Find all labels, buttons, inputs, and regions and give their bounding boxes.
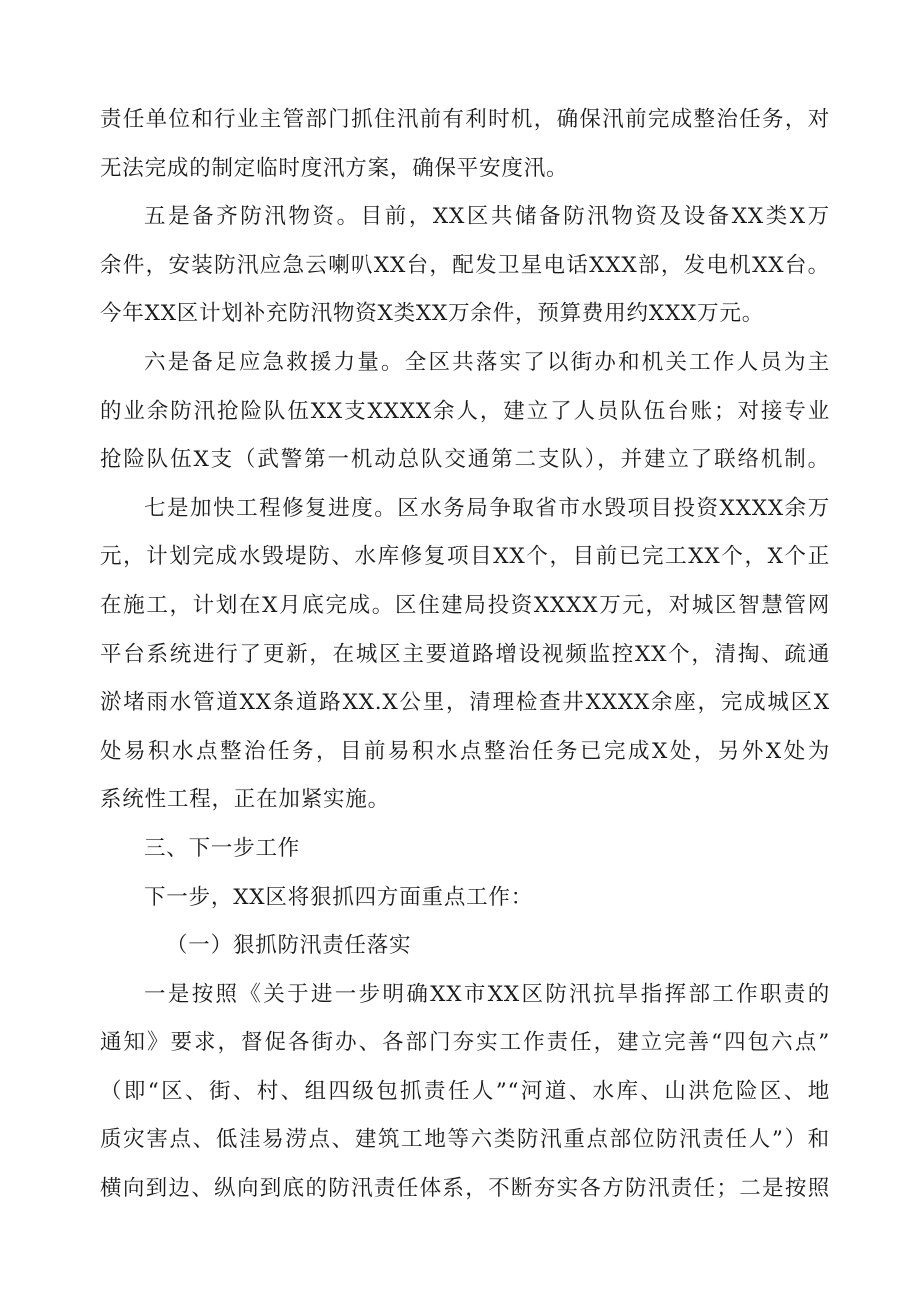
paragraph-line: 在施工，计划在X月底完成。区住建局投资XXXX万元，对城区智慧管网 [100, 592, 830, 618]
paragraph-line: 责任单位和行业主管部门抓住汛前有利时机，确保汛前完成整治任务，对 [100, 107, 830, 132]
section-heading: 三、下一步工作 [144, 835, 301, 861]
paragraph-line: 元，计划完成水毁堤防、水库修复项目XX个，目前已完工XX个，X个正 [100, 544, 830, 570]
paragraph-line: 淤堵雨水管道XX条道路XX.X公里，清理检查井XXXX余座，完成城区X [100, 690, 830, 716]
paragraph-line: 五是备齐防汛物资。目前，XX区共储备防汛物资及设备XX类X万 [144, 204, 830, 230]
paragraph-line: 抢险队伍X支（武警第一机动总队交通第二支队），并建立了联络机制。 [100, 447, 830, 473]
paragraph-line: （即“区、街、村、组四级包抓责任人”“河道、水库、山洪危险区、地 [100, 1078, 830, 1104]
paragraph-line: 处易积水点整治任务，目前易积水点整治任务已完成X处，另外X处为 [100, 738, 830, 764]
paragraph-line: 一是按照《关于进一步明确XX市XX区防汛抗旱指挥部工作职责的 [144, 981, 830, 1007]
paragraph-line: 七是加快工程修复进度。区水务局争取省市水毁项目投资XXXX余万 [144, 495, 830, 521]
paragraph-line: 六是备足应急救援力量。全区共落实了以街办和机关工作人员为主 [144, 349, 830, 375]
paragraph-line: 质灾害点、低洼易涝点、建筑工地等六类防汛重点部位防汛责任人”）和 [100, 1127, 830, 1153]
subsection-heading: （一）狠抓防汛责任落实 [166, 933, 412, 959]
paragraph-line: 下一步，XX区将狠抓四方面重点工作： [144, 884, 534, 910]
paragraph-line: 余件，安装防汛应急云喇叭XX台，配发卫星电话XXX部，发电机XX台。 [100, 252, 830, 278]
paragraph-line: 无法完成的制定临时度汛方案，确保平安度汛。 [100, 155, 569, 181]
paragraph-line: 平台系统进行了更新，在城区主要道路增设视频监控XX个，清掏、疏通 [100, 641, 830, 667]
paragraph-line: 横向到边、纵向到底的防汛责任体系，不断夯实各方防汛责任；二是按照 [100, 1176, 830, 1202]
paragraph-line: 通知》要求，督促各街办、各部门夯实工作责任，建立完善“四包六点” [100, 1030, 830, 1056]
document-body [100, 96, 830, 1214]
paragraph-line: 系统性工程，正在加紧实施。 [100, 787, 390, 813]
paragraph-line: 的业余防汛抢险队伍XX支XXXX余人，建立了人员队伍台账；对接专业 [100, 398, 830, 424]
paragraph-line: 今年XX区计划补充防汛物资X类XX万余件，预算费用约XXX万元。 [100, 301, 765, 327]
